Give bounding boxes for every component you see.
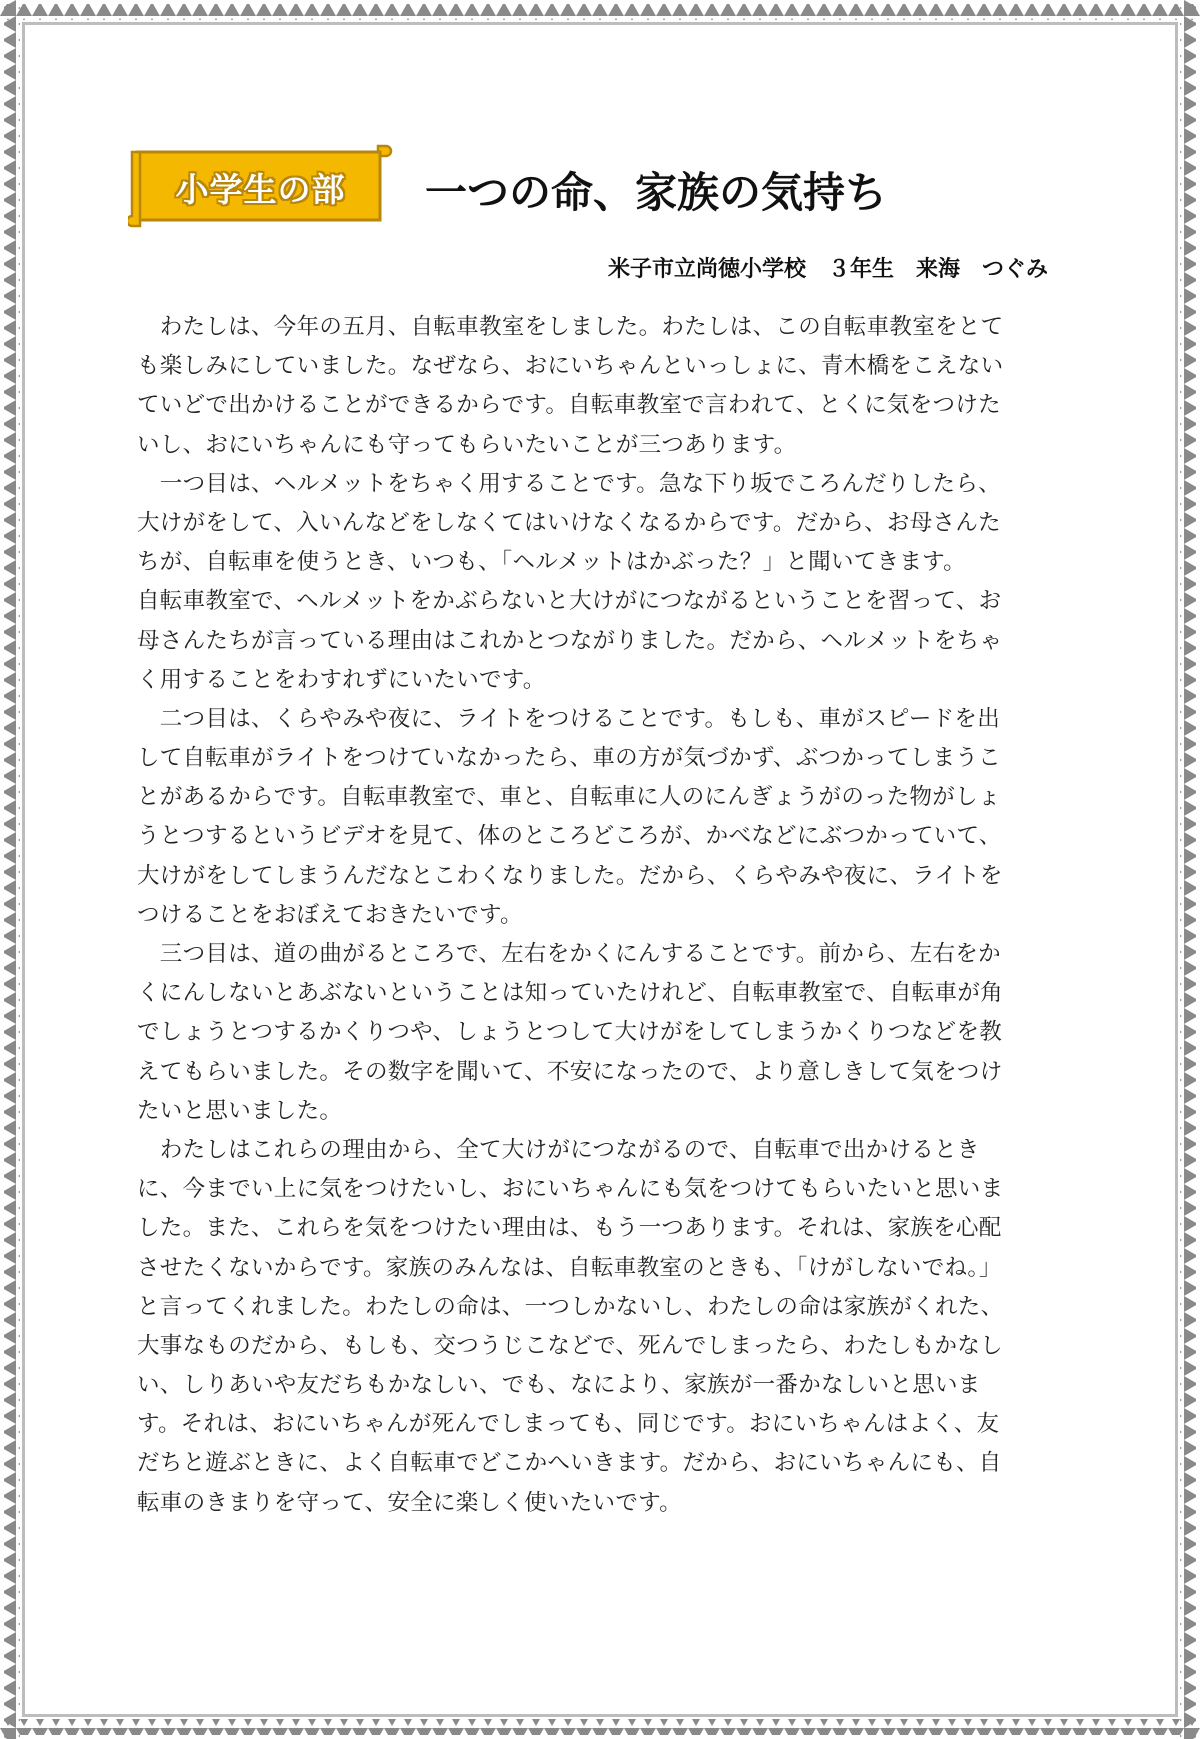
- essay-line: つけることをおぼえておきたいです。: [137, 901, 523, 928]
- essay-line: く用することをわすれずにいたいです。: [137, 666, 546, 693]
- essay-line: わたしはこれらの理由から、全て大けがにつながるので、自転車で出かけるとき: [137, 1136, 980, 1163]
- essay-line: うとつするというビデオを見て、体のところどころが、かべなどにぶつかっていて、: [137, 823, 1002, 850]
- essay-line: 二つ目は、くらやみや夜に、ライトをつけることです。もしも、車がスピードを出: [137, 705, 1001, 732]
- essay-line: 大事なものだから、もしも、交つうじこなどで、死んでしまったら、わたしもかなし: [137, 1332, 1003, 1359]
- essay-line: だちと遊ぶときに、よく自転車でどこかへいきます。だから、おにいちゃんにも、自: [137, 1450, 1002, 1477]
- essay-line: でしょうとつするかくりつや、しょうとつして大けがをしてしまうかくりつなどを教: [137, 1019, 1003, 1046]
- essay-line: ていどで出かけることができるからです。自転車教室で言われて、とくに気をつけた: [137, 392, 1001, 419]
- essay-line: 三つ目は、道の曲がるところで、左右をかくにんすることです。前から、左右をか: [137, 941, 1001, 967]
- essay-line: ちが、自転車を使うとき、いつも、「ヘルメットはかぶった？」と聞いてきます。: [137, 549, 966, 576]
- essay-line: えてもらいました。その数字を聞いて、不安になったので、より意しきして気をつけ: [137, 1058, 1003, 1085]
- essay-line: 大けがをしてしまうんだなとこわくなりました。だから、くらやみや夜に、ライトを: [137, 862, 1003, 889]
- essay-line: とがあるからです。自転車教室で、車と、自転車に人のにんぎょうがのった物がしょ: [137, 784, 1001, 811]
- essay-line: くにんしないとあぶないということは知っていたけれど、自転車教室で、自転車が角: [137, 980, 1003, 1007]
- category-label: 小学生の部: [175, 169, 346, 209]
- essay-line: させたくないからです。家族のみんなは、自転車教室のときも、「けがしないでね。」: [137, 1254, 1002, 1281]
- essay-body: [137, 308, 1057, 1523]
- essay-line: と言ってくれました。わたしの命は、一つしかないし、わたしの命は家族がくれた、: [137, 1293, 1004, 1320]
- essay-line: い、しりあいや友だちもかなしい、でも、なにより、家族が一番かなしいと思いま: [137, 1372, 981, 1399]
- essay-line: 母さんたちが言っている理由はこれかとつながりました。だから、ヘルメットをちゃ: [137, 627, 1003, 654]
- essay-line: わたしは、今年の五月、自転車教室をしました。わたしは、この自転車教室をとて: [137, 314, 1004, 340]
- essay-line: して自転車がライトをつけていなかったら、車の方が気づかず、ぶつかってしまうこ: [137, 745, 1001, 772]
- essay-line: 大けがをして、入いんなどをしなくてはいけなくなるからです。だから、お母さんた: [137, 509, 1001, 536]
- essay-line: す。それは、おにいちゃんが死んでしまっても、同じです。おにいちゃんはよく、友: [137, 1411, 1000, 1438]
- essay-line: いし、おにいちゃんにも守ってもらいたいことが三つあります。: [137, 431, 797, 458]
- essay-line: に、今までい上に気をつけたいし、おにいちゃんにも気をつけてもらいたいと思いま: [137, 1176, 1004, 1203]
- essay-line: 転車のきまりを守って、安全に楽しく使いたいです。: [137, 1489, 682, 1516]
- essay-line: 自転車教室で、ヘルメットをかぶらないと大けがにつながるということを習って、お: [137, 588, 1002, 615]
- essay-line: たいと思いました。: [137, 1097, 343, 1124]
- essay-line: 一つ目は、ヘルメットをちゃく用することです。急な下り坂でころんだりしたら、: [137, 470, 1001, 497]
- essay-line: した。また、これらを気をつけたい理由は、もう一つあります。それは、家族を心配: [137, 1215, 1002, 1242]
- page-title: 一つの命、家族の気持ち: [425, 168, 888, 217]
- essay-line: も楽しみにしていました。なぜなら、おにいちゃんといっしょに、青木橋をこえない: [137, 353, 1004, 380]
- author-line: 米子市立尚徳小学校 ３年生 来海 つぐみ: [607, 257, 1048, 282]
